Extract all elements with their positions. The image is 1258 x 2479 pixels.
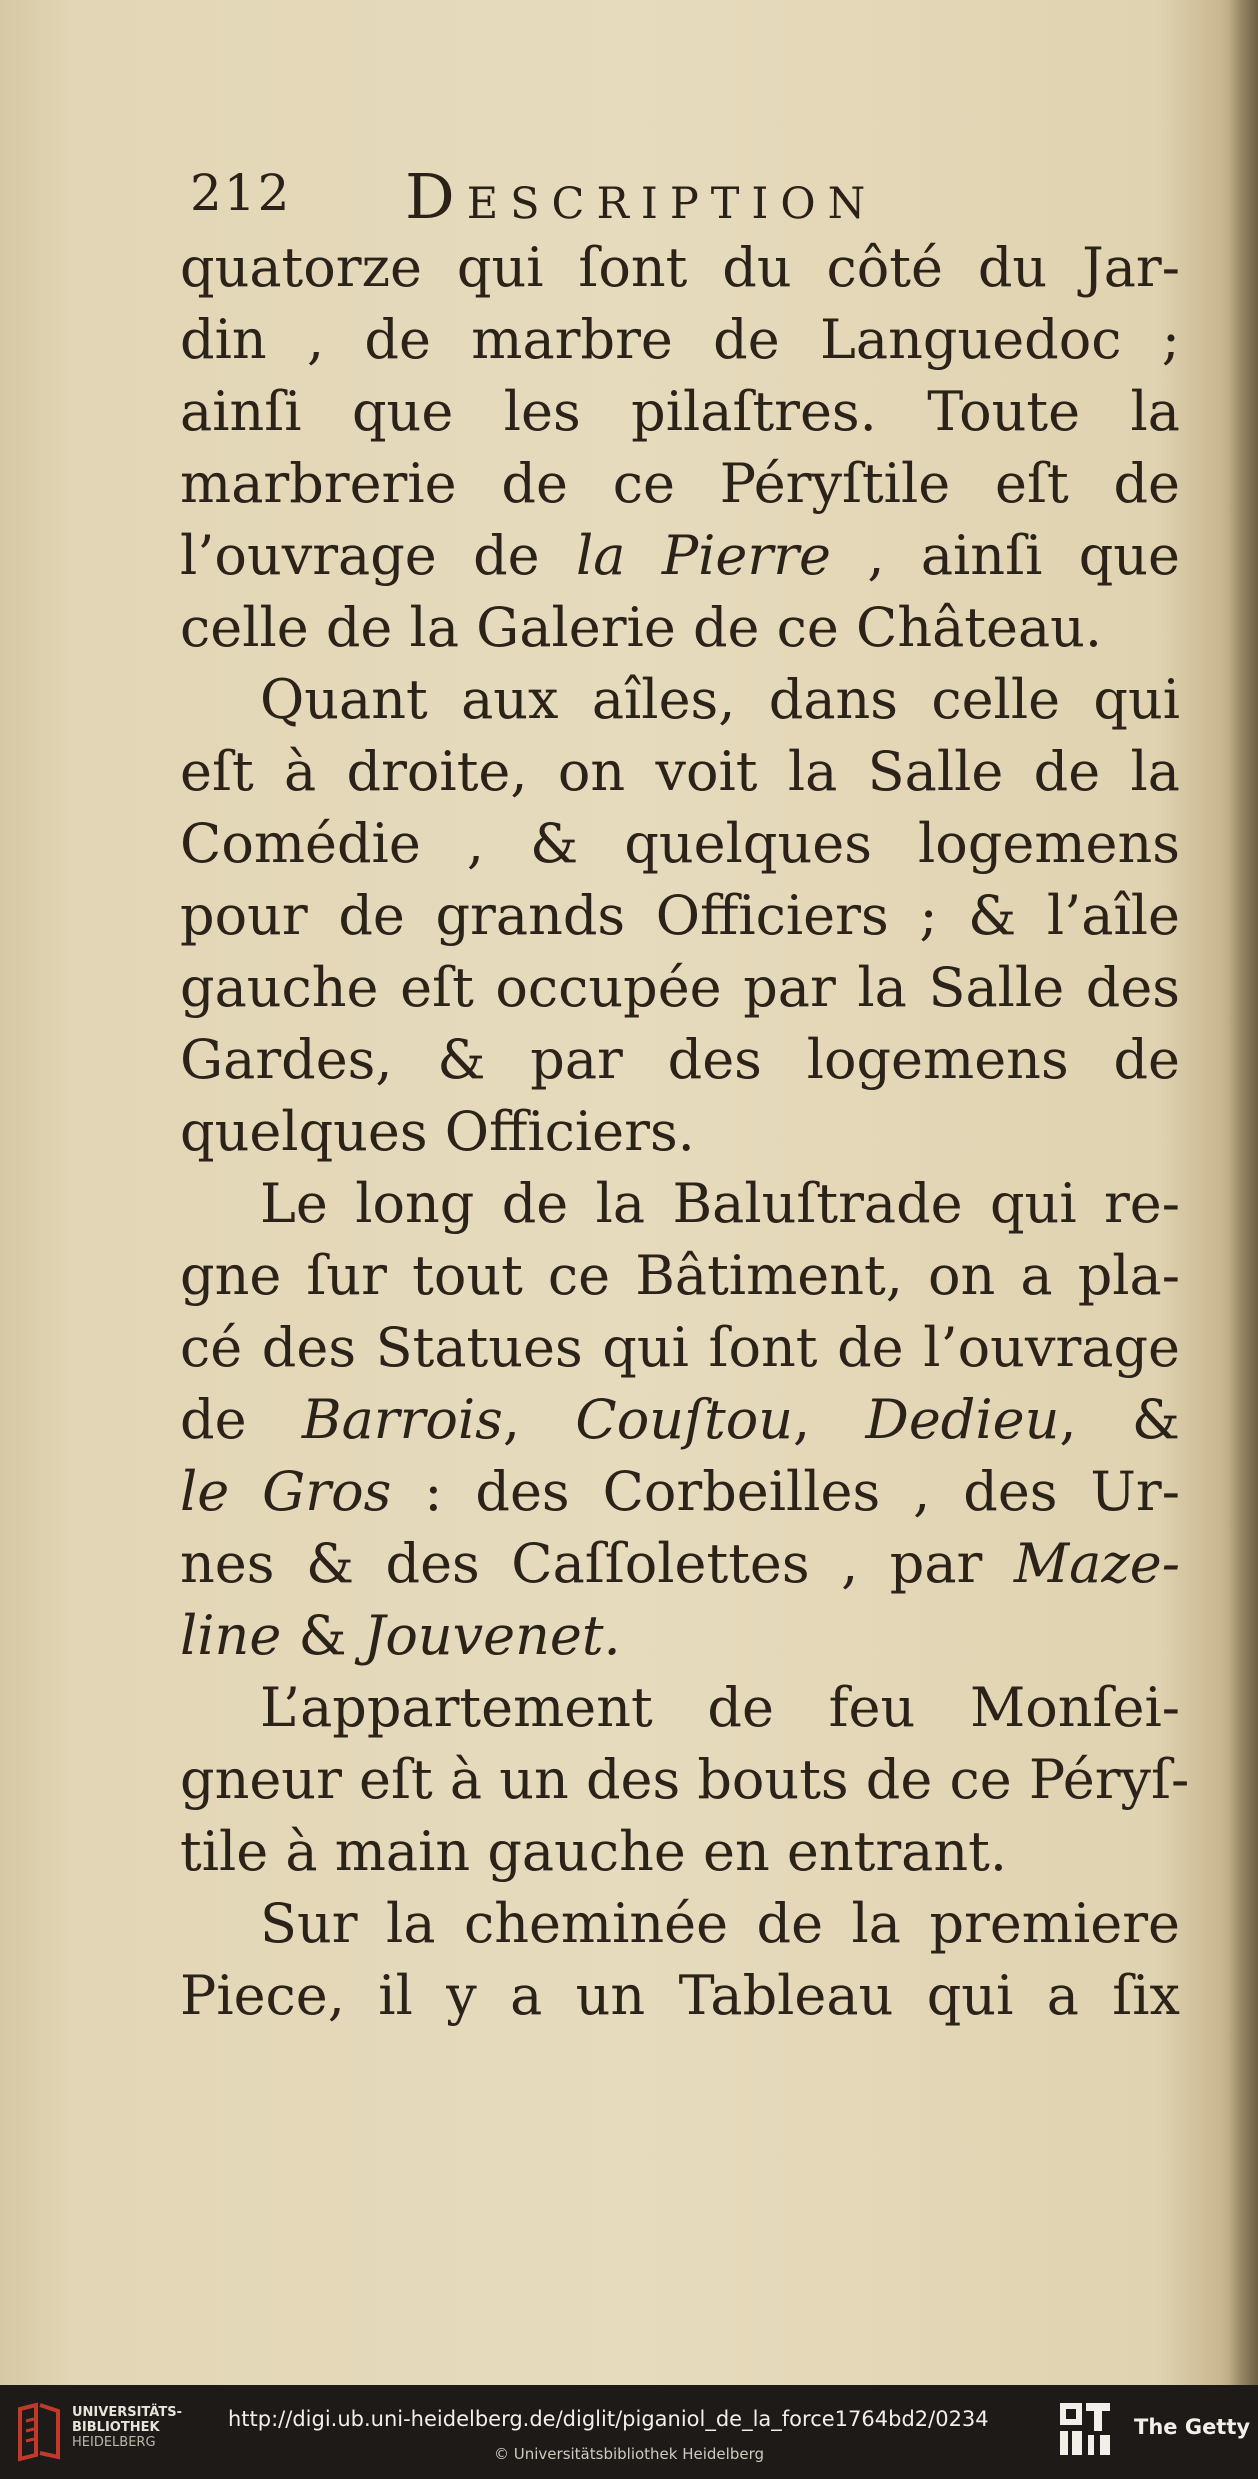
text-line — [180, 592, 1180, 664]
text-line — [180, 376, 1180, 448]
text-segment: : des Corbeilles , des Ur- — [391, 1460, 1180, 1523]
text-line — [180, 1312, 1180, 1384]
library-name — [72, 2405, 182, 2450]
page-header — [180, 150, 1190, 233]
text-segment: Sur la cheminée de la premiere — [260, 1892, 1180, 1955]
text-segment: , & — [1059, 1388, 1180, 1451]
permalink-url[interactable]: http://digi.ub.uni-heidelberg.de/diglit/piganiol_de_la_force1764bd2/0234 — [228, 2407, 989, 2431]
text-line — [180, 1024, 1180, 1096]
text-line — [180, 304, 1180, 376]
text-line — [180, 1384, 1180, 1456]
italic-name: Couſtou — [575, 1388, 794, 1451]
text-line — [180, 880, 1180, 952]
text-line — [180, 1816, 1180, 1888]
text-line — [180, 736, 1180, 808]
page-number: 212 — [190, 164, 292, 222]
text-line — [180, 1888, 1180, 1960]
text-segment: gne ſur tout ce Bâtiment, on a pla- — [180, 1244, 1180, 1307]
text-segment: Le long de la Baluſtrade qui re- — [260, 1172, 1180, 1235]
text-segment: nes & des Caſſolettes , par — [180, 1532, 1014, 1595]
italic-name: Dedieu — [865, 1388, 1060, 1451]
italic-name: Maze- — [1013, 1532, 1180, 1595]
italic-name: line — [180, 1604, 282, 1667]
copyright-notice: © Universitätsbibliothek Heidelberg — [494, 2445, 765, 2463]
text-segment: L’appartement de feu Monſei- — [260, 1676, 1180, 1739]
italic-name: le Gros — [180, 1460, 392, 1523]
getty-name[interactable]: The Getty — [1134, 2415, 1251, 2439]
text-line — [180, 1096, 1180, 1168]
text-segment: din , de marbre de Languedoc ; — [180, 308, 1180, 371]
text-line — [180, 520, 1180, 592]
text-segment: Comédie , & quelques logemens — [180, 812, 1180, 875]
text-segment: Piece, il y a un Tableau qui a ſix — [180, 1964, 1180, 2027]
text-segment: tile à main gauche en entrant. — [180, 1820, 1008, 1883]
text-line — [180, 1672, 1180, 1744]
text-segment: de — [180, 1388, 302, 1451]
text-segment: Gardes, & par des logemens de — [180, 1028, 1180, 1091]
text-segment: cé des Statues qui ſont de l’ouvrage — [180, 1316, 1180, 1379]
text-segment: eſt à droite, on voit la Salle de la — [180, 740, 1180, 803]
text-line — [180, 1456, 1180, 1528]
text-line — [180, 232, 1180, 304]
text-segment: , ainſi que — [830, 524, 1180, 587]
italic-name: la Pierre — [576, 524, 831, 587]
text-segment: quatorze qui ſont du côté du Jar- — [180, 236, 1180, 299]
text-line — [180, 1744, 1190, 1816]
university-library-logo-icon[interactable] — [14, 2401, 66, 2463]
text-segment: marbrerie de ce Péryſtile eſt de — [180, 452, 1180, 515]
italic-name: Barrois — [301, 1388, 503, 1451]
text-segment: quelques Officiers. — [180, 1100, 695, 1163]
text-line — [180, 1528, 1180, 1600]
text-line — [180, 664, 1180, 736]
text-segment: gneur eſt à un des bouts de ce Péryſ- — [180, 1748, 1190, 1811]
text-segment: celle de la Galerie de ce Château. — [180, 596, 1103, 659]
body-text — [180, 232, 1190, 2032]
library-name-line: BIBLIOTHEK — [72, 2420, 160, 2435]
viewer-footer — [0, 2385, 1258, 2479]
italic-name: Jouvenet. — [363, 1604, 621, 1667]
text-line — [180, 1600, 1180, 1672]
text-segment: Quant aux aîles, dans celle qui — [260, 668, 1180, 731]
text-segment: l’ouvrage de — [180, 524, 576, 587]
library-name-line: UNIVERSITÄTS- — [72, 2405, 182, 2420]
text-line — [180, 1240, 1180, 1312]
running-title: Description — [405, 160, 878, 233]
text-segment: , — [793, 1388, 866, 1451]
getty-logo-icon[interactable] — [1058, 2401, 1114, 2459]
text-line — [180, 952, 1180, 1024]
text-segment: & — [281, 1604, 364, 1667]
text-segment: , — [502, 1388, 576, 1451]
text-segment: gauche eſt occupée par la Salle des — [180, 956, 1180, 1019]
text-line — [180, 1960, 1180, 2032]
library-name-line: HEIDELBERG — [72, 2435, 156, 2450]
text-line — [180, 448, 1180, 520]
text-segment: ainſi que les pilaſtres. Toute la — [180, 380, 1180, 443]
text-segment: pour de grands Officiers ; & l’aîle — [180, 884, 1180, 947]
text-line — [180, 808, 1180, 880]
text-line — [180, 1168, 1180, 1240]
